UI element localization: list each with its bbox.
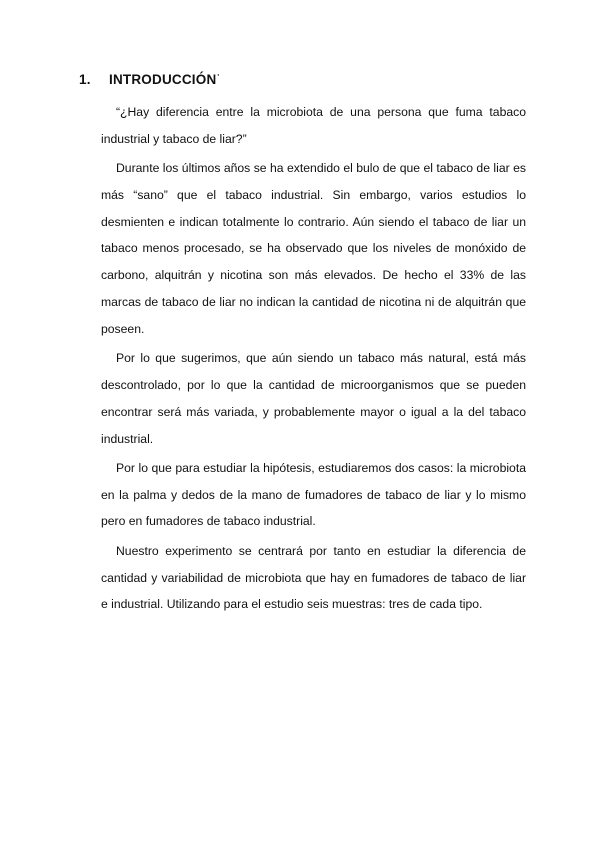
section-title: INTRODUCCIÓN [109, 72, 217, 87]
footnote-mark: ' [217, 74, 220, 81]
paragraph-experiment: Nuestro experimento se centrará por tanto en estudiar la diferencia de cantidad y variabilidad de microbiota que hay en fumadores de tabaco de liar e industrial. Utilizando para el estudio seis muestras: tres de cada tipo. [101, 543, 526, 612]
body-text [101, 99, 526, 618]
research-question: “¿Hay diferencia entre la microbiota de una persona que fuma tabaco industrial y tabaco de liar?” [101, 105, 526, 146]
paragraph-study-cases: Por lo que para estudiar la hipótesis, estudiaremos dos casos: la microbiota en la palma y dedos de la mano de fumadores de tabaco de liar y lo mismo pero en fumadores de tabaco industrial. [101, 460, 526, 529]
paragraph-hypothesis: Por lo que sugerimos, que aún siendo un tabaco más natural, está más descontrolado, por lo que la cantidad de microorganismos que se pueden encontrar será más variada, y probablemente mayor o igual a la del tabaco industrial. [101, 351, 526, 446]
paragraph-background: Durante los últimos años se ha extendido el bulo de que el tabaco de liar es más “sano” que el tabaco industrial. Sin embargo, varios estudios lo desmienten e indican totalmente lo contrario. Aún siendo el tabaco de liar un tabaco menos procesado, se ha observado que los niveles de monóxido de carbono, alquitrán y nicotina son más elevados. De hecho el 33% de las marcas de tabaco de liar no indican la cantidad de nicotina ni de alquitrán que poseen. [101, 161, 526, 336]
section-heading [79, 72, 219, 87]
section-number: 1. [79, 72, 91, 87]
